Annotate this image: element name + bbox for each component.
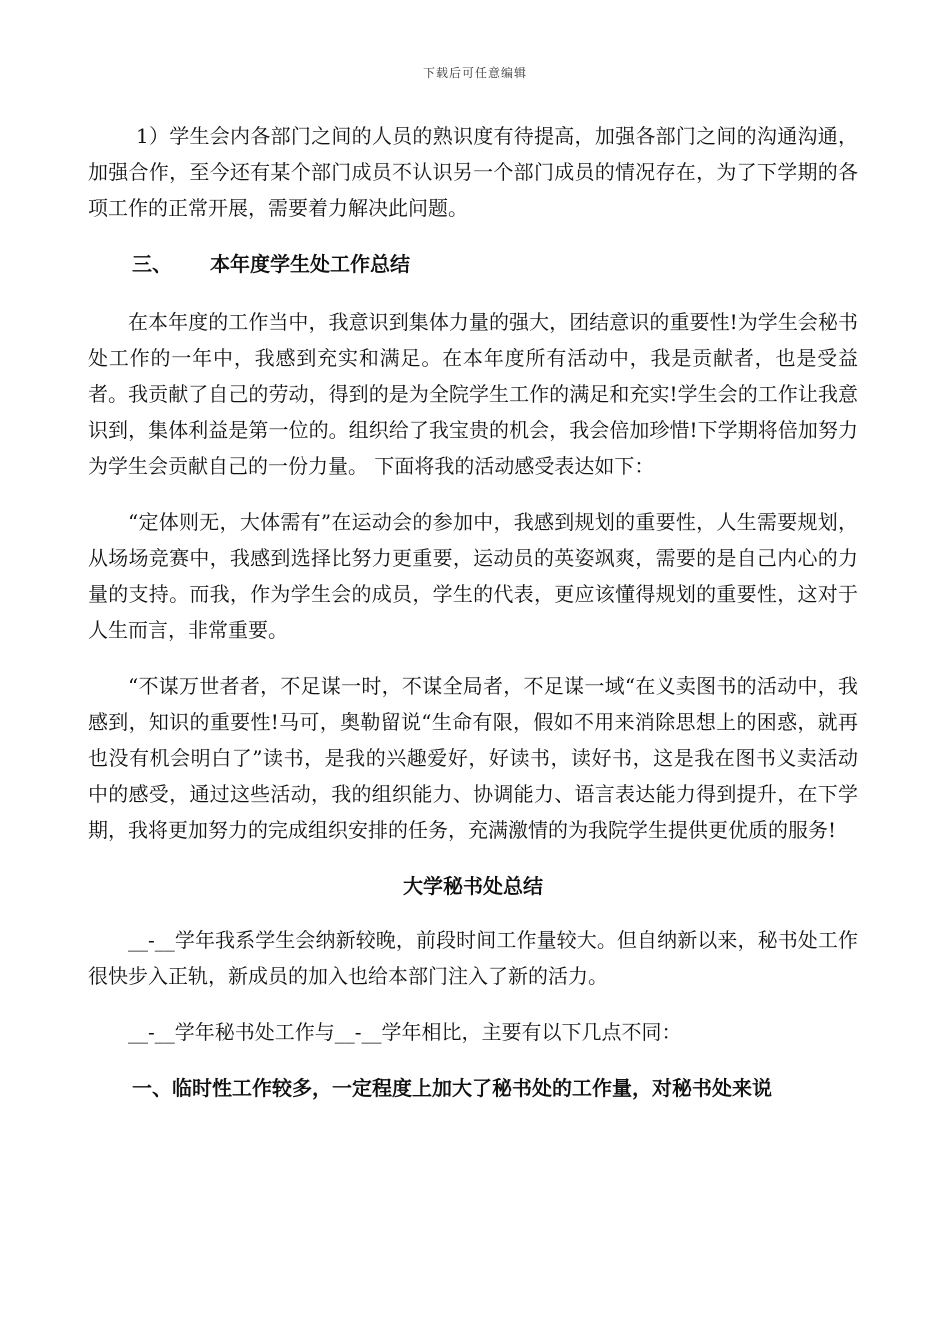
paragraph-book-sale: “不谋万世者者，不足谋一时，不谋全局者，不足谋一域“在义卖图书的活动中，我感到，知识的重要性!马可，奥勒留说“生命有限，假如不用来消除思想上的困惑，就再也没有机会明白了”读书，是我的兴趣爱好，好读书，读好书，这是我在图书义卖活动中的感受，通过这些活动，我的组织能力、协调能力、语言表达能力得到提升，在下学期，我将更加努力的完成组织安排的任务，充满激情的为我院学生提供更优质的服务! xyxy=(88,674,858,842)
paragraph-annual-reflection: 在本年度的工作当中，我意识到集体力量的强大，团结意识的重要性!为学生会秘书处工作的一年中，我感到充实和满足。在本年度所有活动中，我是贡献者，也是受益者。我贡献了自己的劳动，得到的是为全院学生工作的满足和充实!学生会的工作让我意识到，集体利益是第一位的。组织给了我宝贵的机会，我会倍加珍惜!下学期将倍加努力为学生会贡献自己的一份力量。 下面将我的活动感受表达如下： xyxy=(88,310,858,478)
section-title: 本年度学生处工作总结 xyxy=(210,252,410,276)
bold-point-one: 一、临时性工作较多，一定程度上加大了秘书处的工作量，对秘书处来说 xyxy=(132,1076,772,1100)
paragraph-recruitment: __-__学年我系学生会纳新较晚，前段时间工作量较大。但自纳新以来，秘书处工作很快步入正轨，新成员的加入也给本部门注入了新的活力。 xyxy=(88,928,858,988)
header-note: 下载后可任意编辑 xyxy=(422,66,527,80)
section-number: 三、 xyxy=(132,252,172,276)
document-body xyxy=(88,118,858,1106)
document-title-secretariat-summary: 大学秘书处总结 xyxy=(403,874,543,898)
paragraph-sports-meeting: “定体则无，大体需有”在运动会的参加中，我感到规划的重要性，人生需要规划，从场场竞赛中，我感到选择比努力更重要，运动员的英姿飒爽，需要的是自己内心的力量的支持。而我，作为学生会的成员，学生的代表，更应该懂得规划的重要性，这对于人生而言，非常重要。 xyxy=(88,510,858,642)
paragraph-comparison: __-__学年秘书处工作与__-__学年相比，主要有以下几点不同： xyxy=(128,1020,682,1044)
paragraph-communication: 1）学生会内各部门之间的人员的熟识度有待提高，加强各部门之间的沟通沟通，加强合作，至今还有某个部门成员不认识另一个部门成员的情况存在，为了下学期的各项工作的正常开展，需要着力解决此问题。 xyxy=(88,124,858,220)
section-heading-annual-summary xyxy=(88,246,858,282)
